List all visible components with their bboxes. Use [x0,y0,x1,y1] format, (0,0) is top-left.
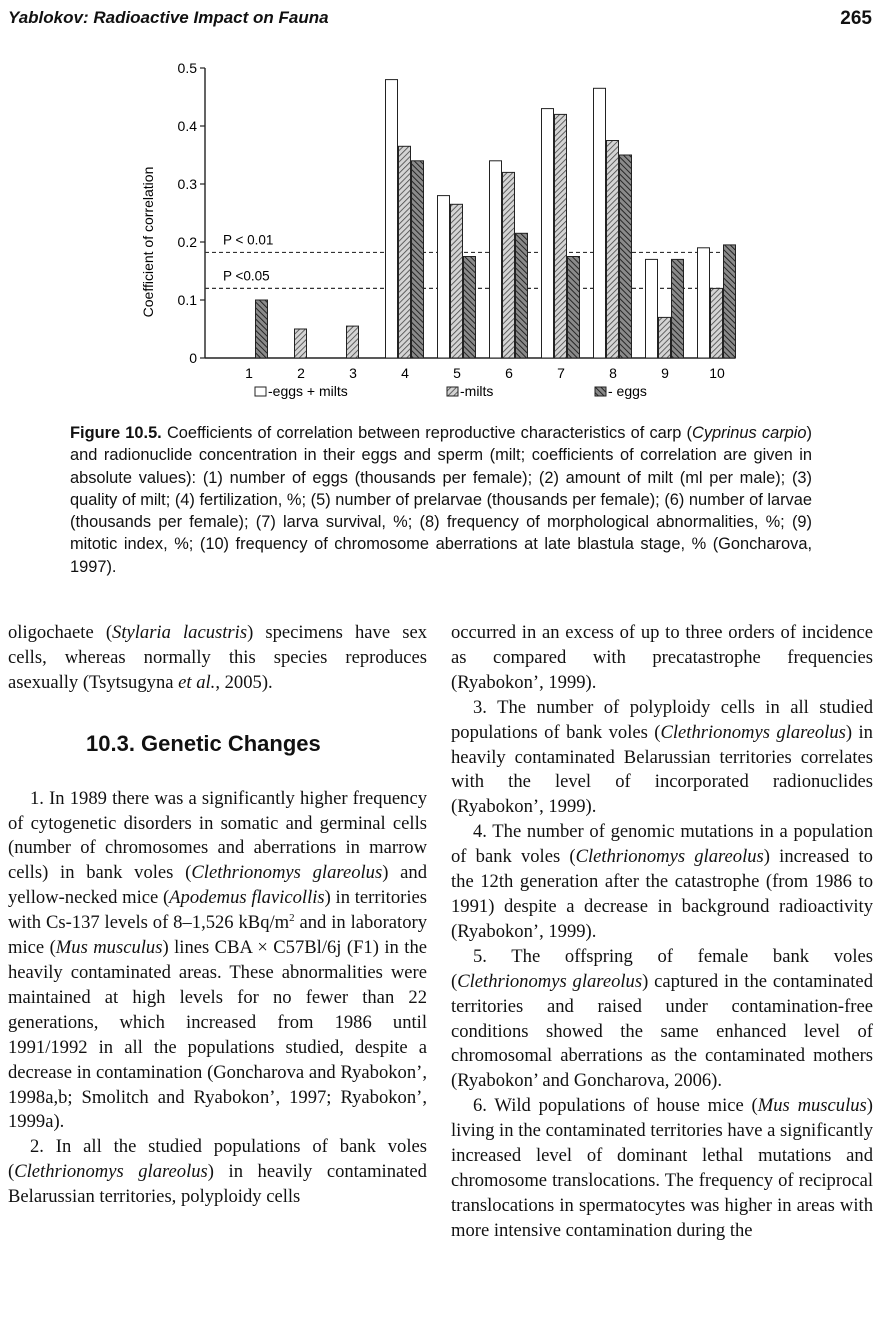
figure-caption: Figure 10.5. Coefficients of correlation between reproductive characteristics of carp (Cyprinus carpio) and radionuclide concentration in their eggs and sperm (milt; coefficients of correlation are given in absolute values): (1) number of eggs (thousands per female); (2) amount of milt (ml per male); (3) quality of milt; (4) fertilization, %; (5) number of prelarvae (thousands per female); (6) number of larvae (thousands per female); (7) larva survival, %; (8) frequency of morphological abnormalities, %; (9) mitotic index, %; (10) frequency of chromosome aberrations at late blastula stage, % (Goncharova, 1997). [70,424,813,576]
chart-legend [255,383,647,399]
x-tick-label: 7 [557,365,565,381]
x-tick-label: 6 [505,365,513,381]
bar-eggs-milts [542,109,554,358]
x-tick-labels [245,365,725,381]
y-tick-label: 0.1 [177,292,197,308]
legend-swatch-eggs-milts [255,387,266,396]
bar-milts [451,204,463,358]
paragraph: 2. In all the studied populations of bank voles (Clethrionomys glareolus) in heavily contaminated Belarussian territories, polyploidy cells [8,1136,427,1208]
significance-label: P < 0.01 [223,232,274,248]
paragraph: 5. The offspring of female bank voles (Clethrionomys glareolus) captured in the contaminated territories and raised under contamination-free conditions showed the same enhanced level of chromosomal aberrations as the contaminated mothers (Ryabokon’ and Goncharova, 2006). [451,945,873,1092]
bar-eggs [464,257,476,359]
bar-milts [711,288,723,358]
right-column [451,621,873,1244]
legend-swatch-eggs [595,387,606,396]
paragraph: 1. In 1989 there was a significantly higher frequency of cytogenetic disorders in somatic and germinal cells (number of chromosomes and aberrations in marrow cells) in bank voles (Clethrionomys glareolus) and yellow-necked mice (Apodemus flavicollis) in territories with Cs-137 levels of 8–1,526 kBq/$m^2$ and in laboratory mice (Mus musculus) lines CBA × C57Bl/6j (F1) in the heavily contaminated areas. These abnormalities were maintained at high levels for no fewer than 22 generations, which increased from 1986 until 1991/1992 in all the populations studied, despite a decrease in contamination (Goncharova and Ryabokon’, 1998a,b; Smolitch and Ryabokon’, 1997; Ryabokon’, 1999a). [8,787,427,1133]
bar-eggs-milts [438,196,450,358]
bar-milts [659,317,671,358]
x-tick-label: 2 [297,365,305,381]
figure-label: Figure 10.5. [70,424,162,442]
bar-milts [503,172,515,358]
bar-eggs [724,245,736,358]
bar-eggs-milts [594,88,606,358]
bar-eggs-milts [386,80,398,358]
y-tick-label: 0.3 [177,176,197,192]
bar-eggs [672,259,684,358]
chart-bars [256,80,736,358]
x-tick-label: 9 [661,365,669,381]
bar-eggs-milts [490,161,502,358]
bar-eggs-milts [698,248,710,358]
paragraph: 3. The number of polyploidy cells in all studied populations of bank voles (Clethrionomys glareolus) in heavily contaminated Belarussian territories correlates with the level of incorporated radionuclides (Ryabokon’, 1999). [451,696,873,818]
left-column [8,621,427,1210]
paragraph: 4. The number of genomic mutations in a population of bank voles (Clethrionomys glareolus) increased to the 12th generation after the catastrophe (from 1986 to 1991) despite a decrease in background radioactivity (Ryabokon’, 1999). [451,821,873,942]
page-number: 265 [840,8,872,29]
x-tick-label: 4 [401,365,409,381]
bar-eggs [256,300,268,358]
bar-milts [555,114,567,358]
bar-eggs [620,155,632,358]
y-tick-label: 0 [189,350,197,366]
bar-milts [295,329,307,358]
x-tick-label: 8 [609,365,617,381]
running-head: Yablokov: Radioactive Impact on Fauna [8,8,329,27]
bar-eggs-milts [646,259,658,358]
paragraph: oligochaete (Stylaria lacustris) specimens have sex cells, whereas normally this species reproduces asexually (Tsytsugyna et al., 2005). [8,622,427,693]
legend-label: -eggs + milts [268,383,348,399]
bar-milts [399,146,411,358]
bar-milts [607,141,619,359]
paragraph: occurred in an excess of up to three orders of incidence as compared with precatastrophe frequencies (Ryabokon’, 1999). [451,622,873,693]
significance-label: P <0.05 [223,268,270,284]
legend-label: - eggs [608,383,647,399]
bar-eggs [412,161,424,358]
legend-label: -milts [460,383,494,399]
bar-eggs [568,257,580,359]
x-tick-label: 1 [245,365,253,381]
legend-swatch-milts [447,387,458,396]
correlation-bar-chart [135,52,755,414]
x-tick-label: 3 [349,365,357,381]
x-tick-label: 10 [709,365,725,381]
bar-eggs [516,233,528,358]
paragraph: 6. Wild populations of house mice (Mus musculus) living in the contaminated territories have a significantly increased level of dominant lethal mutations and chromosome translocations. The frequency of reciprocal translocations in spermatocytes was higher in areas with more intensive contamination during the [451,1095,873,1241]
y-tick-label: 0.5 [177,60,197,76]
x-tick-label: 5 [453,365,461,381]
page-header [8,8,872,32]
y-axis-label: Coefficient of correlation [140,166,156,318]
y-tick-label: 0.4 [177,118,197,134]
y-tick-label: 0.2 [177,234,197,250]
bar-milts [347,326,359,358]
section-title: 10.3. Genetic Changes [86,730,321,756]
